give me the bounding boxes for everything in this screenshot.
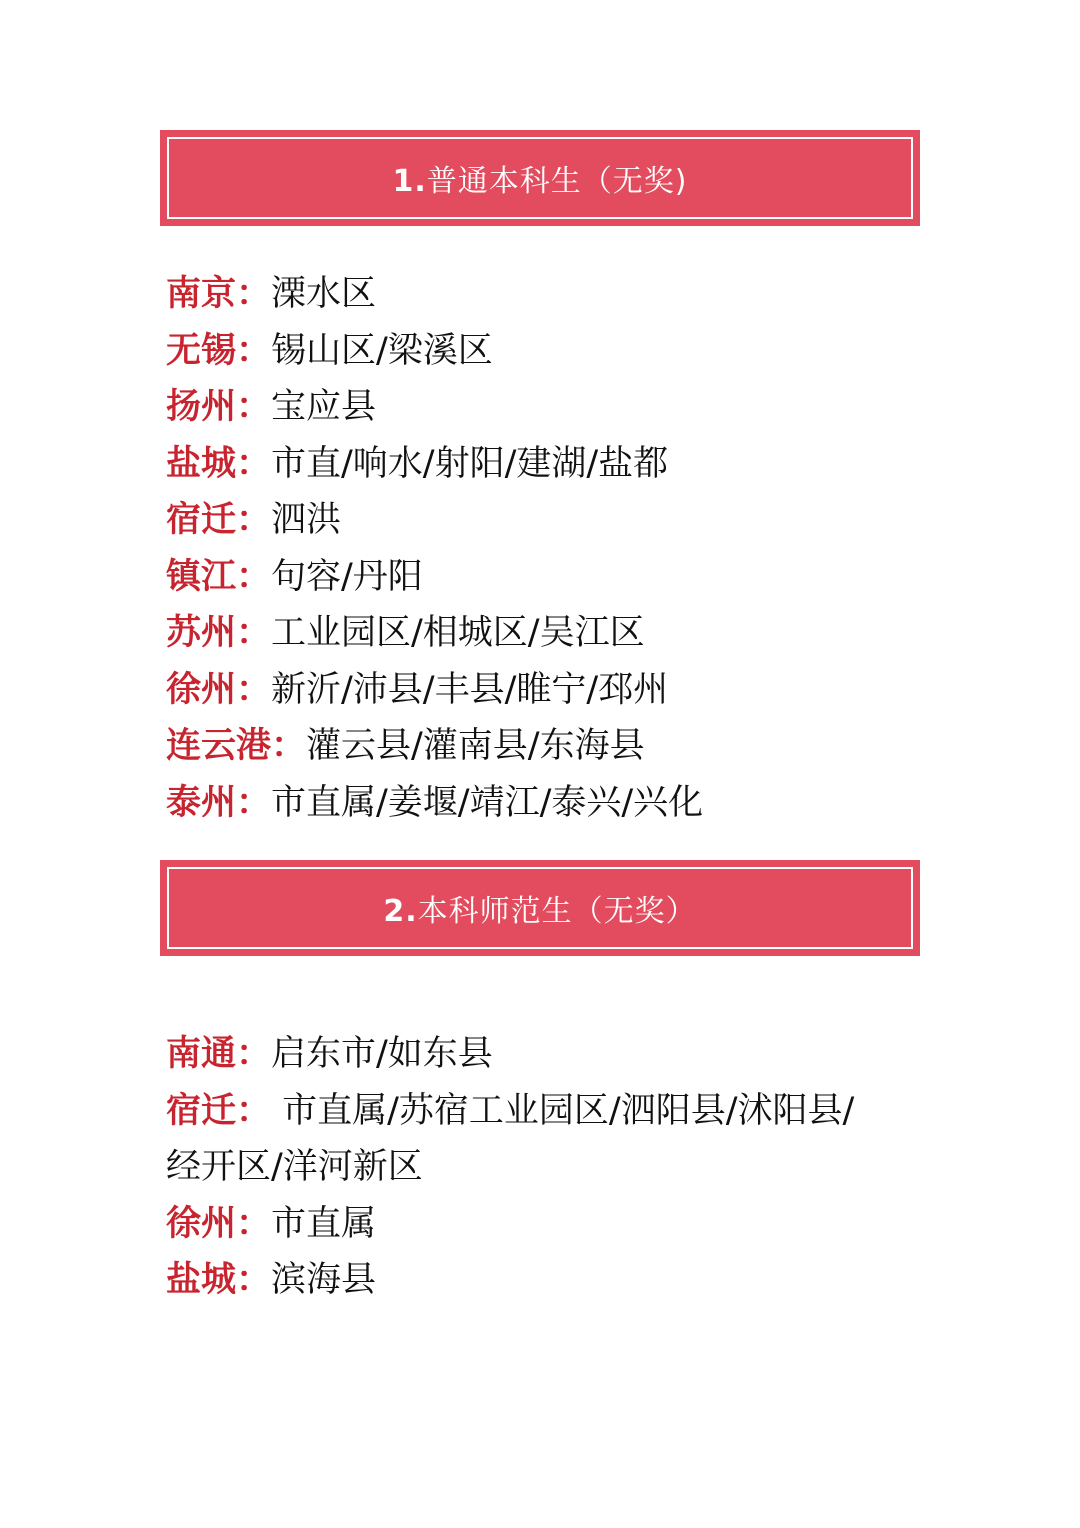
city-label: 盐城： bbox=[166, 443, 272, 484]
section-1-title bbox=[393, 156, 688, 200]
list-item bbox=[166, 605, 926, 662]
list-item bbox=[166, 492, 926, 549]
section-2-title-text: 本科师范生（无奖） bbox=[417, 894, 697, 929]
section-2-number: 2. bbox=[383, 894, 418, 929]
section-2-list bbox=[166, 1026, 926, 1309]
city-label: 无锡： bbox=[166, 330, 272, 371]
list-item bbox=[166, 1196, 926, 1253]
list-item bbox=[166, 549, 926, 606]
district-list: 溧水区 bbox=[271, 274, 377, 314]
city-label: 苏州： bbox=[166, 613, 272, 653]
list-item bbox=[166, 662, 926, 719]
city-label: 宿迁： bbox=[166, 1090, 272, 1131]
city-label: 扬州： bbox=[166, 387, 272, 427]
section-1-title-text: 普通本科生（无奖) bbox=[426, 164, 688, 199]
city-label: 泰州： bbox=[166, 782, 272, 823]
section-2-title bbox=[383, 886, 696, 930]
section-1-number: 1. bbox=[392, 164, 427, 199]
district-list: 泗洪 bbox=[271, 500, 342, 540]
section-2-banner-frame bbox=[167, 867, 913, 949]
list-item bbox=[166, 718, 926, 775]
district-list: 启东市/如东县 bbox=[271, 1034, 493, 1074]
list-item bbox=[166, 775, 926, 832]
section-1-banner-frame bbox=[167, 137, 913, 219]
district-list: 句容/丹阳 bbox=[271, 556, 423, 597]
district-list: 市直/响水/射阳/建湖/盐都 bbox=[271, 443, 669, 484]
district-list: 新沂/沛县/丰县/睢宁/邳州 bbox=[271, 669, 669, 710]
district-list: 工业园区/相城区/吴江区 bbox=[271, 613, 645, 653]
section-2-banner bbox=[160, 860, 920, 956]
list-item bbox=[166, 323, 926, 380]
city-label: 盐城： bbox=[166, 1260, 272, 1300]
list-item bbox=[166, 1083, 926, 1140]
list-item-continuation bbox=[166, 1139, 926, 1196]
city-label: 宿迁： bbox=[166, 500, 272, 540]
city-label: 镇江： bbox=[166, 556, 272, 597]
district-list: 市直属 bbox=[271, 1203, 377, 1244]
city-label: 南京： bbox=[166, 274, 272, 314]
district-list: 市直属/苏宿工业园区/泗阳县/沭阳县/ bbox=[271, 1090, 855, 1131]
list-item bbox=[166, 266, 926, 323]
district-list: 滨海县 bbox=[271, 1260, 377, 1300]
city-label: 徐州： bbox=[166, 1203, 272, 1244]
city-label: 南通： bbox=[166, 1034, 272, 1074]
list-item bbox=[166, 436, 926, 493]
list-item bbox=[166, 1026, 926, 1083]
district-list: 灌云县/灌南县/东海县 bbox=[306, 726, 645, 766]
section-1-list bbox=[166, 266, 926, 831]
section-1-banner bbox=[160, 130, 920, 226]
district-list: 宝应县 bbox=[271, 387, 377, 427]
city-label: 连云港： bbox=[166, 726, 307, 766]
district-list: 锡山区/梁溪区 bbox=[271, 330, 493, 371]
city-label: 徐州： bbox=[166, 669, 272, 710]
list-item bbox=[166, 379, 926, 436]
list-item bbox=[166, 1252, 926, 1309]
district-list-continuation: 经开区/洋河新区 bbox=[166, 1147, 423, 1187]
district-list: 市直属/姜堰/靖江/泰兴/兴化 bbox=[271, 782, 704, 823]
